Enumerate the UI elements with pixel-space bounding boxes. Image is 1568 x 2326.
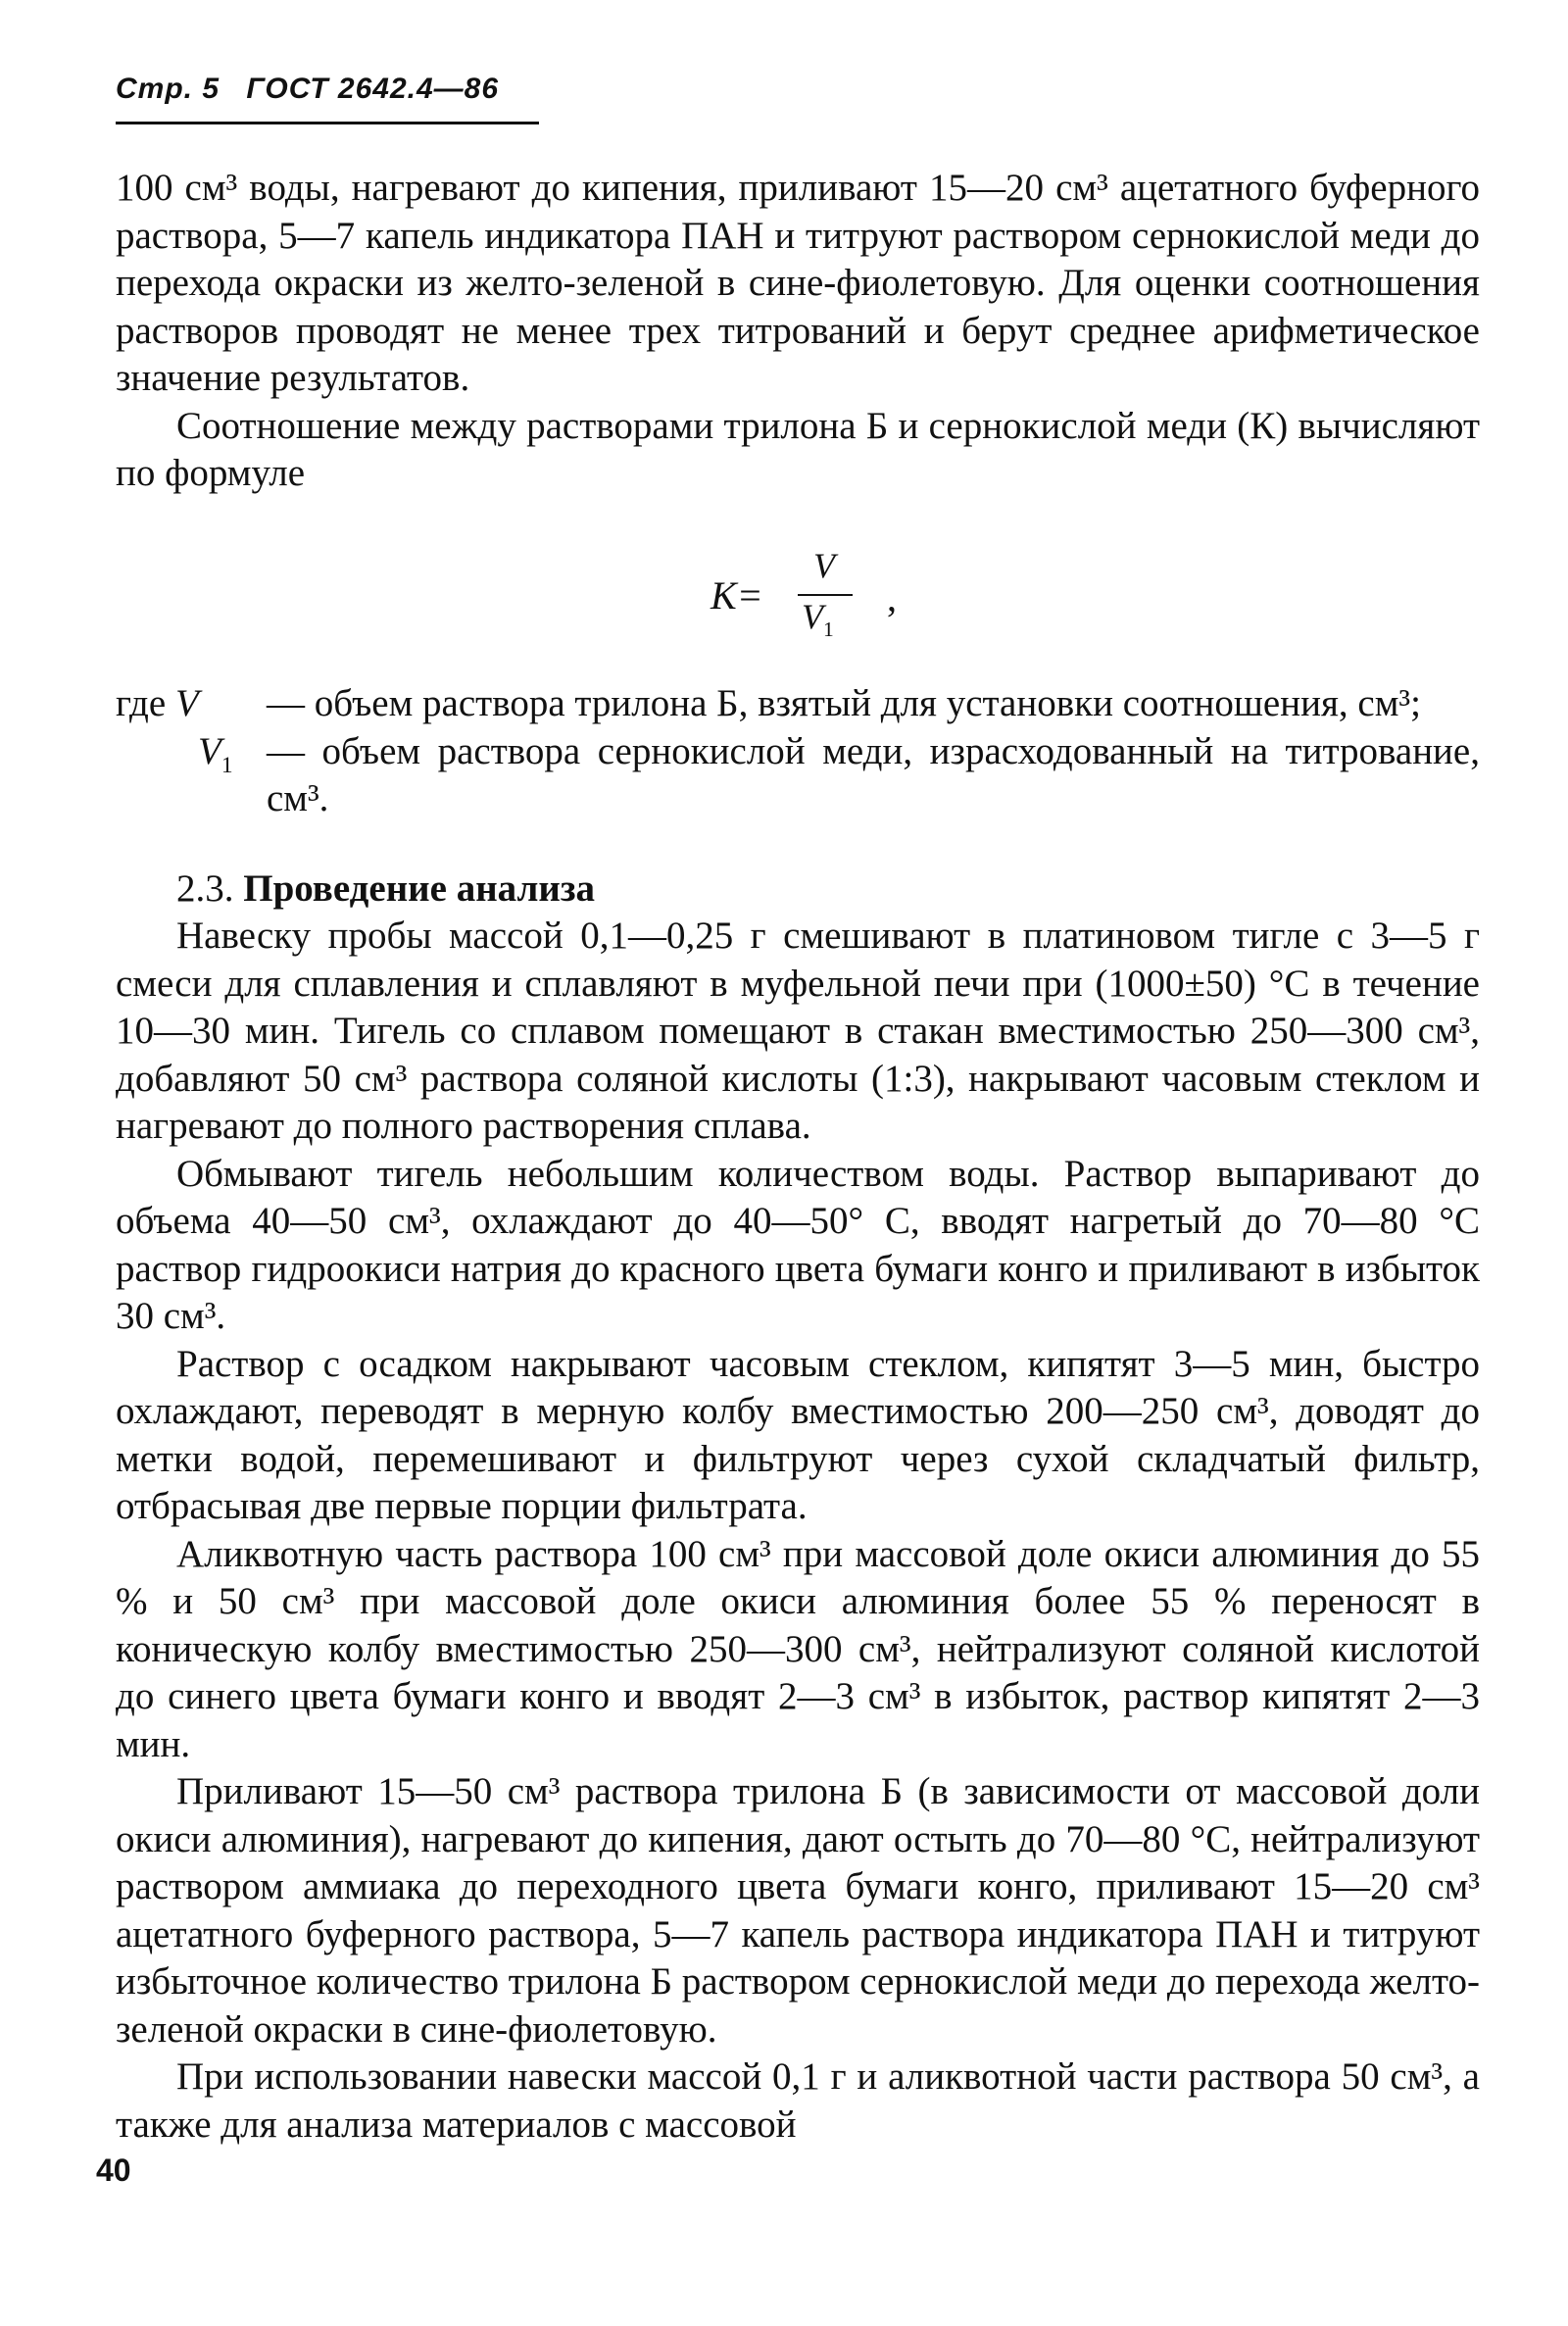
paragraph: Навеску пробы массой 0,1—0,25 г смешивают в платиновом тигле с 3—5 г смеси для сплавления и сплавляют в муфельной печи при (1000±50) °С в течение 10—30 мин. Тигель со сплавом помещают в стакан вместимостью 250—300 см³, добавляют 50 см³ раствора соляной кислоты (1:3), накрывают часовым стеклом и нагревают до полного растворения сплава. bbox=[116, 915, 1480, 1147]
definition-text: — объем раствора сернокислой меди, израсходованный на титрование, см³. bbox=[267, 729, 1480, 819]
intro-block bbox=[116, 165, 1480, 498]
formula-lhs: K= bbox=[710, 573, 763, 618]
paragraph: Приливают 15—50 см³ раствора трилона Б (в зависимости от массовой доли окиси алюминия), нагревают до кипения, дают остыть до 70—80 °С, нейтрализуют раствором аммиака до переходного цвета бумаги конго, приливают 15—20 см³ ацетатного буферного раствора, 5—7 капель раствора индикатора ПАН и титруют избыточное количество трилона Б раствором сернокислой меди до перехода желто-зеленой окраски в сине-фиолетовую. bbox=[116, 1770, 1480, 2051]
section-heading bbox=[176, 866, 595, 911]
definition-symbol: где V bbox=[116, 682, 199, 724]
section-title: Проведение анализа bbox=[243, 867, 596, 910]
paragraph: Обмывают тигель небольшим количеством воды. Раствор выпаривают до объема 40—50 см³, охлаждают до 40—50° С, вводят нагретый до 70—80 °С раствор гидроокиси натрия до красного цвета бумаги конго и приливают в избыток 30 см³. bbox=[116, 1152, 1480, 1337]
analysis-block bbox=[116, 913, 1480, 2149]
formula-denominator: $V_1$ bbox=[802, 597, 834, 642]
definition-item bbox=[116, 680, 1480, 728]
ratio-paragraph: Соотношение между растворами трилона Б и сернокислой меди (К) вычисляют по формуле bbox=[116, 404, 1480, 494]
definition-symbol: $V_1$ bbox=[198, 729, 233, 778]
formula-comma: , bbox=[887, 575, 897, 619]
header-page-label: Стр. 5 bbox=[116, 73, 220, 105]
ratio-formula bbox=[0, 545, 1568, 653]
paragraph: Раствор с осадком накрывают часовым стеклом, кипятят 3—5 мин, быстро охлаждают, переводят в мерную колбу вместимостью 200—250 см³, доводят до метки водой, перемешивают и фильтруют через сухой складчатый фильтр, отбрасывая две первые порции фильтрата. bbox=[116, 1342, 1480, 1527]
paragraph: Аликвотную часть раствора 100 см³ при массовой доле окиси алюминия до 55 % и 50 см³ при массовой доле окиси алюминия более 55 % переносят в коническую колбу вместимостью 250—300 см³, нейтрализуют соляной кислотой до синего цвета бумаги конго и вводят 2—3 см³ в избыток, раствор кипятят 2—3 мин. bbox=[116, 1532, 1480, 1765]
page-number: 40 bbox=[96, 2153, 131, 2188]
definitions-list bbox=[116, 680, 1480, 823]
header-rule bbox=[116, 122, 539, 124]
running-header bbox=[116, 73, 516, 106]
formula-numerator: V bbox=[813, 546, 835, 585]
definition-text: — объем раствора трилона Б, взятый для установки соотношения, см³; bbox=[267, 682, 1421, 724]
intro-paragraph: 100 см³ воды, нагревают до кипения, приливают 15—20 см³ ацетатного буферного раствора, 5—7 капель индикатора ПАН и титруют раствором сернокислой меди до перехода окраски из желто-зеленой в сине-фиолетовую. Для оценки соотношения растворов проводят не менее трех титрований и берут среднее арифметическое значение результатов. bbox=[116, 167, 1480, 399]
header-standard: ГОСТ 2642.4—86 bbox=[246, 73, 500, 105]
definition-item bbox=[116, 728, 1480, 823]
section-number: 2.3. bbox=[176, 867, 234, 910]
paragraph: При использовании навески массой 0,1 г и аликвотной части раствора 50 см³, а также для анализа материалов с массовой bbox=[116, 2055, 1480, 2146]
